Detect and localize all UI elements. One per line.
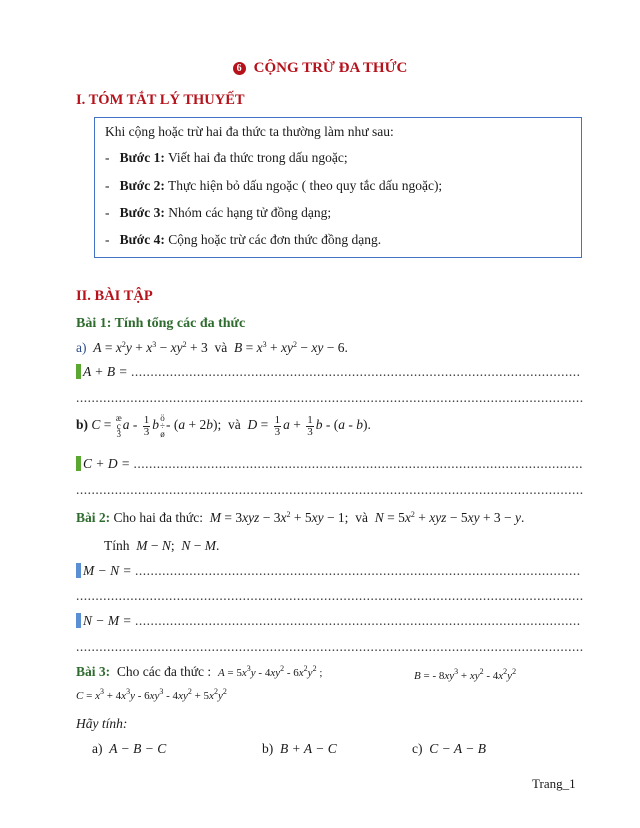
- bai2-answer-1: M − N = ...................................................................................................................: [76, 563, 581, 579]
- bai3-c-expr: $C = x^3 + 4x^3y - 6xy^3 - 4xy^2 + 5x^2y^2$: [76, 687, 227, 702]
- dotted-line: ...................................................................................................................................: [76, 482, 584, 497]
- answer-marker: [76, 456, 81, 471]
- dotted-line: ...................................................................................................................................: [76, 588, 584, 603]
- bai3-task-c: c) C − A − B: [412, 741, 486, 756]
- bai3-task-a: a) A − B − C: [92, 741, 167, 756]
- bai3-compute: Hãy tính:: [76, 716, 128, 731]
- theory-box: [94, 117, 582, 258]
- bai1-answer-b: C + D = ....................................................................................................................: [76, 456, 583, 472]
- page-title: [0, 60, 640, 77]
- bai3-line-1: Bài 3: Cho các đa thức : $A = 5x^3y - 4xy^2 - 6x^2y^2$ ;: [76, 664, 323, 679]
- title-number-badge: 6: [233, 62, 246, 75]
- bai2-answer-2: N − M = ...................................................................................................................: [76, 613, 581, 629]
- theory-intro: Khi cộng hoặc trừ hai đa thức ta thường làm như sau:: [105, 124, 394, 139]
- title-text: CỘNG TRỪ ĐA THỨC: [253, 60, 408, 76]
- page-number: Trang_1: [532, 776, 576, 791]
- answer-marker: [76, 613, 81, 628]
- answer-marker: [76, 364, 81, 379]
- section-2-heading: II. BÀI TẬP: [76, 288, 153, 304]
- bai3-b-expr: B = - $8xy^3 + xy^2 - 4x^2y^2$: [414, 667, 517, 682]
- bai3-task-b: b) B + A − C: [262, 741, 337, 756]
- theory-step-3: - Bước 3: Nhóm các hạng tử đồng dạng;: [105, 205, 332, 220]
- bai1-answer-a: A + B = ....................................................................................................................: [76, 364, 580, 380]
- bai1-heading: Bài 1: Tính tổng các đa thức: [76, 316, 246, 331]
- theory-step-2: - Bước 2: Thực hiện bỏ dấu ngoặc ( theo quy tắc dấu ngoặc);: [105, 178, 443, 193]
- bai2-line: Bài 2: Cho hai đa thức: $M = 3xyz - 3x^2 + 5xy - 1$; và $N = 5x^2$ + xyz − 5xy + 3 − y.: [76, 510, 525, 525]
- theory-step-1: - Bước 1: Viết hai đa thức trong dấu ngoặc;: [105, 150, 348, 165]
- section-1-heading: I. TÓM TẮT LÝ THUYẾT: [76, 92, 245, 108]
- answer-marker: [76, 563, 81, 578]
- bai2-compute: Tính M − N; N − M.: [104, 538, 220, 553]
- bai1-a-line: a) $A = x^2y + x^3 - xy^2 + 3$ và $B = x^3 + xy^2$ − xy − 6.: [76, 340, 348, 355]
- dotted-line: ...................................................................................................................................: [76, 390, 584, 405]
- bai1-b-line: b) C = æ ç 3 a - $\frac{1}{3}$ b ö ÷ ø - (a + 2b); và D = $\frac{1}{3}$ a + $\frac{1}{3}$ b - (a - b).: [76, 413, 371, 439]
- theory-step-4: - Bước 4: Cộng hoặc trừ các đơn thức đồng dạng.: [105, 232, 382, 247]
- dotted-line: ...................................................................................................................................: [76, 639, 584, 654]
